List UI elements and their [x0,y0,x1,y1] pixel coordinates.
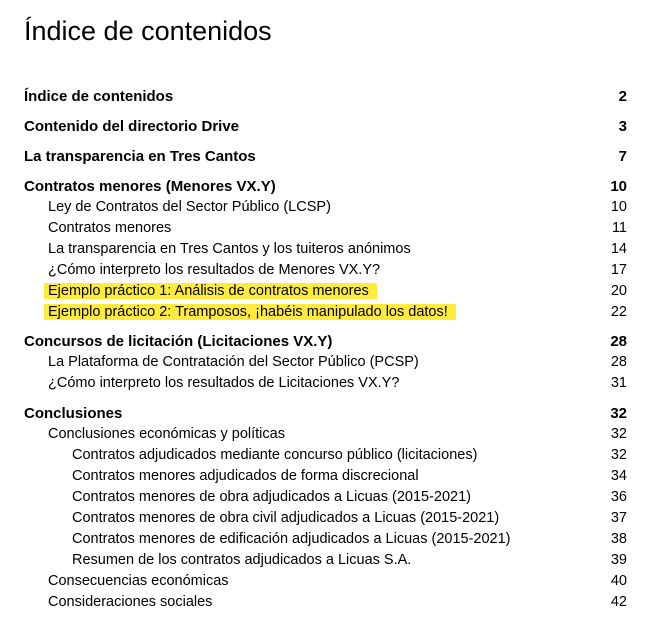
toc-entry-label[interactable]: Contenido del directorio Drive [24,118,240,135]
toc-entry-page[interactable]: 42 [610,594,627,610]
toc-entry-label[interactable]: Contratos menores de obra civil adjudicados a Licuas (2015-2021) [72,510,500,526]
toc-entry-label[interactable]: Índice de contenidos [24,88,174,105]
toc-entry-label[interactable]: Contratos menores adjudicados de forma discrecional [72,468,419,484]
toc-entry-page[interactable]: 11 [611,220,627,236]
toc-entry[interactable] [0,118,662,138]
toc-entry-label[interactable]: La transparencia en Tres Cantos [24,148,256,165]
toc-entry[interactable] [0,199,662,219]
toc-entry[interactable] [0,333,662,353]
toc-entry-label[interactable]: ¿Cómo interpreto los resultados de Licitaciones VX.Y? [48,375,400,391]
toc-entry-label[interactable]: Ley de Contratos del Sector Público (LCSP) [48,199,331,215]
toc-entry[interactable] [0,426,662,446]
toc-entry-label[interactable]: Consecuencias económicas [48,573,229,589]
toc-entry-page[interactable]: 10 [610,178,627,195]
toc-entry-page[interactable]: 32 [610,447,627,463]
toc-entry-page[interactable]: 17 [610,262,627,278]
toc-entry[interactable] [0,178,662,198]
toc-entry-label[interactable]: Conclusiones económicas y políticas [48,426,285,442]
toc-entry-label[interactable]: Resumen de los contratos adjudicados a Licuas S.A. [72,552,412,568]
toc-entry[interactable] [0,354,662,374]
toc-entry-label[interactable]: Contratos adjudicados mediante concurso público (licitaciones) [72,447,478,463]
toc-entry[interactable] [0,468,662,488]
toc-entry-highlighted[interactable] [0,304,662,324]
toc-entry-page[interactable]: 3 [618,118,627,135]
toc-entry-page[interactable]: 22 [610,304,627,320]
toc-entry[interactable] [0,594,662,614]
toc-entry[interactable] [0,220,662,240]
toc-entry-label[interactable]: Contratos menores [48,220,172,236]
toc-entry[interactable] [0,405,662,425]
toc-entry[interactable] [0,447,662,467]
toc-entry-page[interactable]: 32 [610,426,627,442]
toc-entry-label[interactable]: Contratos menores de obra adjudicados a Licuas (2015-2021) [72,489,471,505]
toc-entry[interactable] [0,552,662,572]
toc-entry-page[interactable]: 34 [610,468,627,484]
toc-entry-page[interactable]: 20 [610,283,627,299]
toc-entry[interactable] [0,241,662,261]
toc-entry[interactable] [0,531,662,551]
toc-entry-label[interactable]: Ejemplo práctico 1: Análisis de contratos menores [44,283,377,299]
toc-entry-page[interactable]: 14 [610,241,627,257]
toc-entry[interactable] [0,262,662,282]
toc-entry-label[interactable]: La Plataforma de Contratación del Sector Público (PCSP) [48,354,419,370]
toc-entry[interactable] [0,510,662,530]
toc-entry-page[interactable]: 31 [610,375,627,391]
toc-entry-label[interactable]: Contratos menores (Menores VX.Y) [24,178,276,195]
toc-entry-highlighted[interactable] [0,283,662,303]
toc-entry-page[interactable]: 2 [618,88,627,105]
toc-entry-label[interactable]: ¿Cómo interpreto los resultados de Menores VX.Y? [48,262,381,278]
toc-entry[interactable] [0,573,662,593]
toc-entry-label[interactable]: La transparencia en Tres Cantos y los tuiteros anónimos [48,241,411,257]
toc-entry-label[interactable]: Contratos menores de edificación adjudicados a Licuas (2015-2021) [72,531,511,547]
toc-entry-page[interactable]: 39 [610,552,627,568]
toc-entry[interactable] [0,375,662,395]
toc-entry-page[interactable]: 7 [618,148,627,165]
toc-entry-label[interactable]: Concursos de licitación (Licitaciones VX.Y) [24,333,333,350]
toc-entry-page[interactable]: 37 [610,510,627,526]
toc-entry-page[interactable]: 38 [610,531,627,547]
toc-entry-label[interactable]: Ejemplo práctico 2: Tramposos, ¡habéis manipulado los datos! [44,304,456,320]
toc-entry-page[interactable]: 10 [610,199,627,215]
toc-entry[interactable] [0,489,662,509]
toc-entry-page[interactable]: 36 [610,489,627,505]
toc-entry-label[interactable]: Consideraciones sociales [48,594,213,610]
page-title: Índice de contenidos [24,16,272,46]
toc-entry[interactable] [0,88,662,108]
toc-entry-page[interactable]: 28 [610,333,627,350]
toc-entry-page[interactable]: 40 [610,573,627,589]
toc-entry[interactable] [0,148,662,168]
toc-entry-label[interactable]: Conclusiones [24,405,123,422]
toc-entry-page[interactable]: 32 [610,405,627,422]
toc-entry-page[interactable]: 28 [610,354,627,370]
